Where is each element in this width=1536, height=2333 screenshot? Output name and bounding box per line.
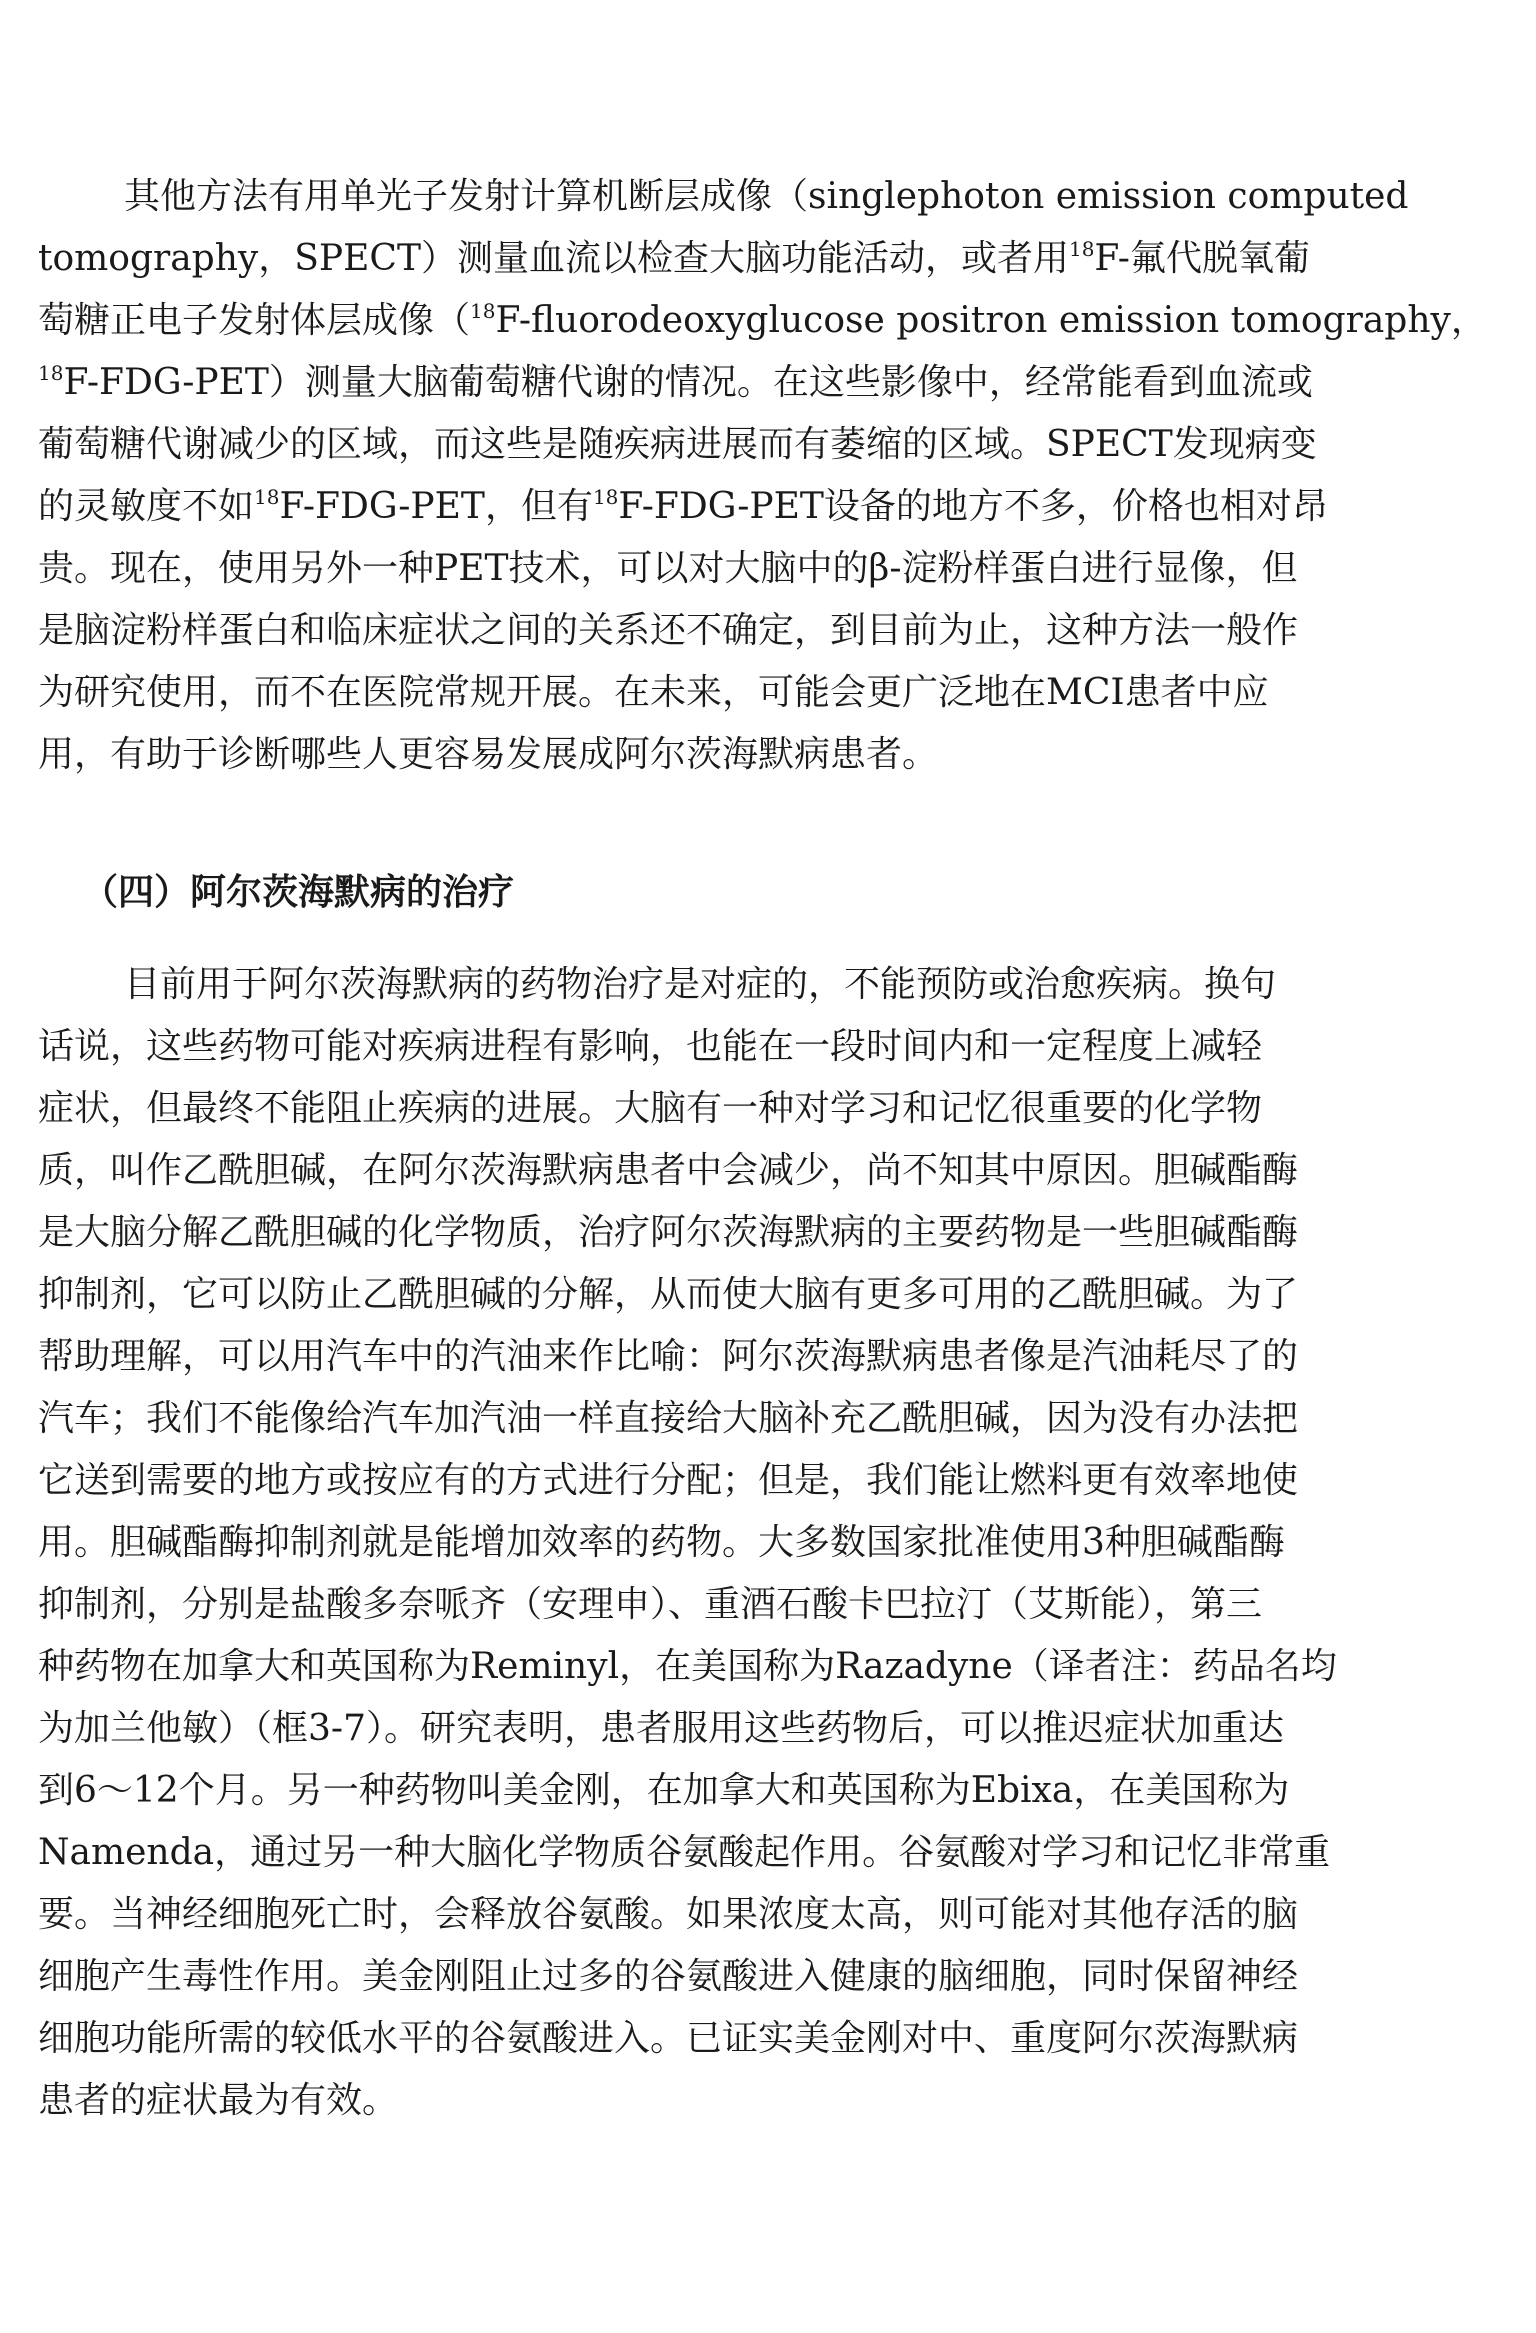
- text-line: 萄糖正电子发射体层成像（$^{18}$F-fluorodeoxyglucose positron emission tomography，: [38, 299, 1487, 341]
- text-line: 细胞产生毒性作用。美金刚阻止过多的谷氨酸进入健康的脑细胞，同时保留神经: [38, 1956, 1299, 1997]
- text-line: 葡萄糖代谢减少的区域，而这些是随疾病进展而有萎缩的区域。SPECT发现病变: [38, 424, 1317, 465]
- text-line: 质，叫作乙酰胆碱，在阿尔茨海默病患者中会减少，尚不知其中原因。胆碱酯酶: [38, 1150, 1299, 1191]
- text-line: 症状，但最终不能阻止疾病的进展。大脑有一种对学习和记忆很重要的化学物: [38, 1088, 1263, 1129]
- text-line: 是脑淀粉样蛋白和临床症状之间的关系还不确定，到目前为止，这种方法一般作: [38, 610, 1299, 651]
- text-line: 为研究使用，而不在医院常规开展。在未来，可能会更广泛地在MCI患者中应: [38, 672, 1269, 713]
- text-line: 患者的症状最为有效。: [38, 2080, 399, 2121]
- text-line: Namenda，通过另一种大脑化学物质谷氨酸起作用。谷氨酸对学习和记忆非常重: [38, 1832, 1331, 1873]
- text-line: 为加兰他敏）（框3-7）。研究表明，患者服用这些药物后，可以推迟症状加重达: [38, 1708, 1284, 1749]
- text-line: 是大脑分解乙酰胆碱的化学物质，治疗阿尔茨海默病的主要药物是一些胆碱酯酶: [38, 1212, 1299, 1253]
- text-line: 帮助理解，可以用汽车中的汽油来作比喻：阿尔茨海默病患者像是汽油耗尽了的: [38, 1336, 1299, 1377]
- text-line: 它送到需要的地方或按应有的方式进行分配；但是，我们能让燃料更有效率地使: [38, 1460, 1299, 1501]
- text-line: $^{18}$F-FDG-PET）测量大脑葡萄糖代谢的情况。在这些影像中，经常能看到血流或: [38, 361, 1313, 403]
- paragraph-imaging-methods: [38, 166, 1514, 786]
- text-line: 用。胆碱酯酶抑制剂就是能增加效率的药物。大多数国家批准使用3种胆碱酯酶: [38, 1522, 1285, 1563]
- text-line: 用，有助于诊断哪些人更容易发展成阿尔茨海默病患者。: [38, 734, 939, 775]
- superscript-18: 18: [254, 485, 280, 509]
- text-line: 抑制剂，它可以防止乙酰胆碱的分解，从而使大脑有更多可用的乙酰胆碱。为了: [38, 1274, 1299, 1315]
- superscript-18: 18: [1068, 237, 1095, 261]
- text-line: 细胞功能所需的较低水平的谷氨酸进入。已证实美金刚对中、重度阿尔茨海默病: [38, 2018, 1299, 2059]
- text-line: 话说，这些药物可能对疾病进程有影响，也能在一段时间内和一定程度上减轻: [38, 1026, 1263, 1067]
- section-heading: （四）阿尔茨海默病的治疗: [82, 872, 515, 913]
- text-line: 的灵敏度不如$^{18}$F-FDG-PET，但有$^{18}$F-FDG-PET设备的地方不多，价格也相对昂: [38, 485, 1328, 527]
- text-line: 要。当神经细胞死亡时，会释放谷氨酸。如果浓度太高，则可能对其他存活的脑: [38, 1894, 1299, 1935]
- text-line: 到6～12个月。另一种药物叫美金刚，在加拿大和英国称为Ebixa，在美国称为: [38, 1770, 1290, 1811]
- text-line: 其他方法有用单光子发射计算机断层成像（singlephoton emission computed: [124, 176, 1409, 217]
- superscript-18: 18: [592, 485, 619, 509]
- text-line: 抑制剂，分别是盐酸多奈哌齐（安理申）、重酒石酸卡巴拉汀（艾斯能），第三: [38, 1584, 1263, 1625]
- text-line: 汽车；我们不能像给汽车加汽油一样直接给大脑补充乙酰胆碱，因为没有办法把: [38, 1398, 1299, 1439]
- paragraph-treatment: [38, 954, 1514, 2132]
- text-line: tomography，SPECT）测量血流以检查大脑功能活动，或者用$^{18}$F-氟代脱氧葡: [38, 237, 1310, 279]
- text-line: 种药物在加拿大和英国称为Reminyl，在美国称为Razadyne（译者注：药品名均: [38, 1646, 1337, 1687]
- superscript-18: 18: [470, 299, 496, 323]
- text-line: 目前用于阿尔茨海默病的药物治疗是对症的，不能预防或治愈疾病。换句: [124, 964, 1277, 1005]
- text-line: 贵。现在，使用另外一种PET技术，可以对大脑中的β-淀粉样蛋白进行显像，但: [38, 548, 1298, 589]
- superscript-18: 18: [38, 361, 64, 385]
